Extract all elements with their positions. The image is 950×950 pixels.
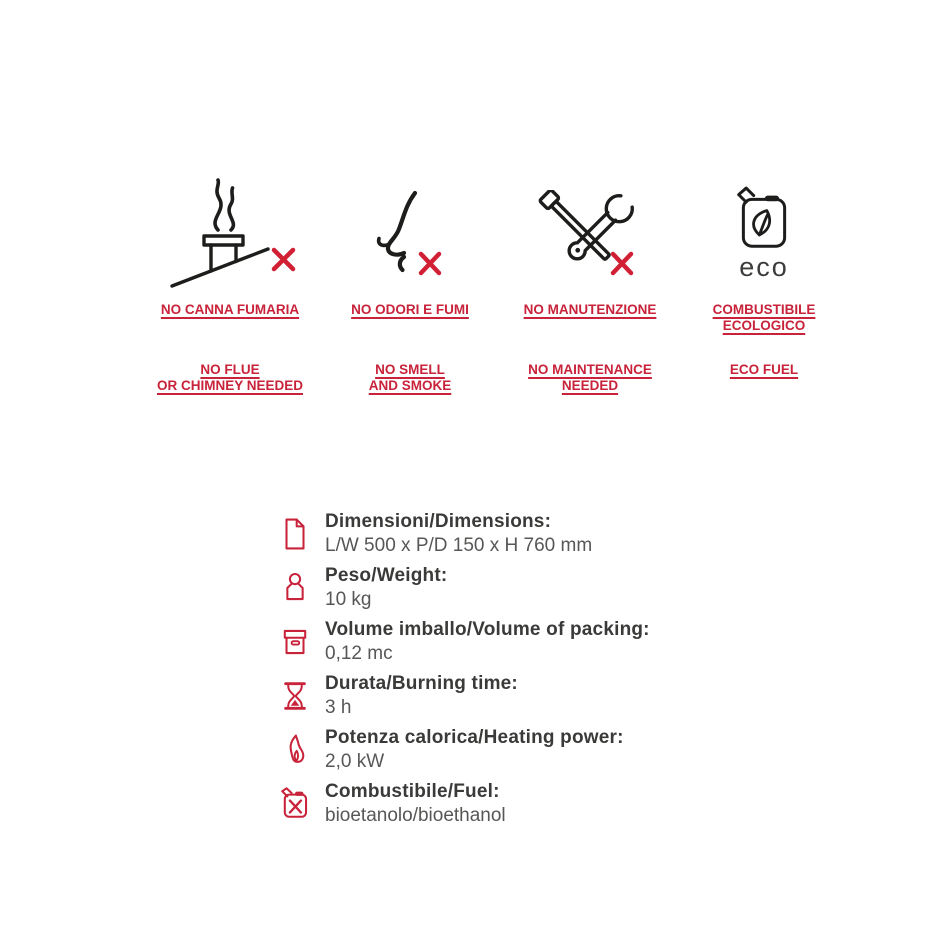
spec-value: bioetanolo/bioethanol	[325, 805, 506, 826]
no-chimney-icon	[162, 178, 298, 290]
feature-no-chimney	[140, 178, 320, 413]
fuel-can-icon	[278, 787, 312, 821]
feature-no-maintenance	[500, 178, 680, 413]
label-line: NO FLUE	[200, 362, 260, 377]
spec-row-weight	[278, 564, 758, 612]
spec-value: 0,12 mc	[325, 643, 393, 664]
label-line: ECO FUEL	[729, 362, 799, 377]
label-line: NO ODORI E FUMI	[351, 302, 469, 317]
label-line: NO MAINTENANCE	[528, 362, 652, 377]
spec-label: Dimensioni/Dimensions:	[325, 511, 552, 532]
spec-value: 10 kg	[325, 589, 372, 610]
weight-icon	[278, 571, 312, 605]
x-mark-icon	[613, 254, 631, 273]
label-it-no-chimney	[130, 302, 330, 318]
hourglass-icon	[278, 679, 312, 713]
label-en-no-chimney	[130, 362, 330, 393]
no-smell-icon	[364, 188, 456, 280]
label-en-no-maintenance	[490, 362, 690, 393]
label-line: COMBUSTIBILE	[712, 302, 816, 317]
no-maintenance-icon-box	[500, 178, 680, 290]
no-chimney-icon-box	[140, 178, 320, 290]
feature-no-smell	[320, 178, 500, 413]
spec-row-packing-volume	[278, 618, 758, 666]
label-line: AND SMOKE	[368, 377, 452, 393]
label-line: NO SMELL	[375, 362, 445, 377]
label-line: NO MANUTENZIONE	[523, 302, 657, 317]
spec-value: 3 h	[325, 697, 352, 718]
label-it-no-smell	[310, 302, 510, 318]
flame-icon	[278, 733, 312, 767]
label-it-eco-fuel	[664, 302, 864, 333]
spec-label: Durata/Burning time:	[325, 673, 518, 694]
spec-label: Peso/Weight:	[325, 565, 448, 586]
label-it-no-maintenance	[490, 302, 690, 318]
label-line: NO CANNA FUMARIA	[160, 302, 300, 317]
no-smell-icon-box	[320, 178, 500, 290]
spec-value: 2,0 kW	[325, 751, 385, 772]
spec-row-fuel	[278, 780, 758, 828]
spec-row-heating-power	[278, 726, 758, 774]
label-en-eco-fuel	[664, 362, 864, 378]
label-line: ECOLOGICO	[722, 317, 806, 333]
spec-label: Volume imballo/Volume of packing:	[325, 619, 650, 640]
x-mark-icon	[421, 254, 439, 273]
label-line: OR CHIMNEY NEEDED	[156, 377, 304, 393]
spec-list	[278, 510, 758, 834]
eco-word: eco	[739, 252, 789, 282]
label-en-no-smell	[310, 362, 510, 393]
spec-label: Potenza calorica/Heating power:	[325, 727, 624, 748]
dimensions-document-icon	[278, 517, 312, 551]
spec-value: L/W 500 x P/D 150 x H 760 mm	[325, 535, 593, 556]
spec-row-dimensions	[278, 510, 758, 558]
feature-eco-fuel	[674, 178, 854, 413]
no-maintenance-icon	[538, 190, 642, 278]
packing-box-icon	[278, 625, 312, 659]
spec-row-burning-time	[278, 672, 758, 720]
eco-fuel-canister-icon	[734, 186, 794, 252]
label-line: NEEDED	[561, 377, 619, 393]
x-mark-icon	[274, 250, 293, 269]
eco-fuel-icon-box	[674, 178, 854, 290]
spec-label: Combustibile/Fuel:	[325, 781, 500, 802]
